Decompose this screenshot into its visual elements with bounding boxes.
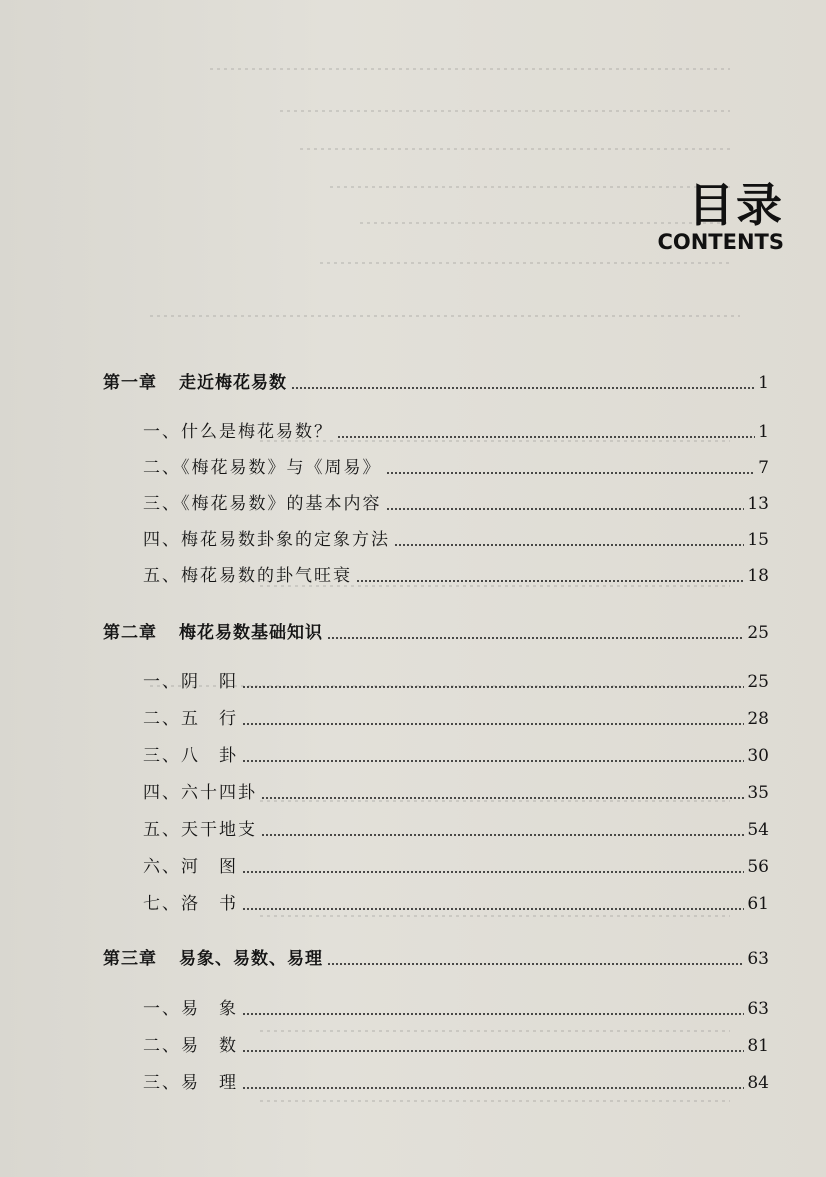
toc-chapter-2[interactable] bbox=[103, 614, 769, 644]
toc-section[interactable] bbox=[143, 811, 769, 841]
section-title: 二、五 行 bbox=[143, 709, 238, 729]
chapter-number: 第三章 bbox=[103, 949, 157, 969]
page-number: 28 bbox=[747, 709, 769, 729]
section-title: 七、洛 书 bbox=[143, 894, 238, 914]
dot-leader bbox=[356, 580, 744, 582]
toc-section[interactable] bbox=[143, 885, 769, 915]
dot-leader bbox=[327, 637, 744, 639]
section-title: 四、梅花易数卦象的定象方法 bbox=[143, 530, 390, 550]
toc-section[interactable] bbox=[143, 774, 769, 804]
toc-section[interactable] bbox=[143, 848, 769, 878]
toc-section[interactable] bbox=[143, 1027, 769, 1057]
section-title: 二、《梅花易数》与《周易》 bbox=[143, 458, 382, 478]
toc-chapter-3[interactable] bbox=[103, 940, 769, 970]
page-number: 1 bbox=[758, 373, 769, 393]
section-title: 三、《梅花易数》的基本内容 bbox=[143, 494, 382, 514]
dot-leader bbox=[242, 723, 744, 725]
page-number: 1 bbox=[758, 422, 769, 442]
dot-leader bbox=[261, 834, 744, 836]
toc-section[interactable] bbox=[143, 521, 769, 551]
page-number: 13 bbox=[747, 494, 769, 514]
section-title: 一、易 象 bbox=[143, 999, 238, 1019]
page-number: 63 bbox=[747, 949, 769, 969]
dot-leader bbox=[261, 797, 744, 799]
page-number: 56 bbox=[747, 857, 769, 877]
dot-leader bbox=[394, 544, 744, 546]
page-number: 15 bbox=[747, 530, 769, 550]
chapter-title: 易象、易数、易理 bbox=[179, 949, 323, 969]
page-number: 61 bbox=[747, 894, 769, 914]
section-title: 五、梅花易数的卦气旺衰 bbox=[143, 566, 352, 586]
toc-section[interactable] bbox=[143, 663, 769, 693]
page-number: 63 bbox=[747, 999, 769, 1019]
page-number: 25 bbox=[747, 623, 769, 643]
dot-leader bbox=[242, 1050, 744, 1052]
page-number: 84 bbox=[747, 1073, 769, 1093]
toc-section[interactable] bbox=[143, 557, 769, 587]
chapter-title: 梅花易数基础知识 bbox=[179, 623, 323, 643]
dot-leader bbox=[291, 387, 755, 389]
chapter-number: 第一章 bbox=[103, 373, 157, 393]
toc-section[interactable] bbox=[143, 990, 769, 1020]
toc-section[interactable] bbox=[143, 700, 769, 730]
toc-section[interactable] bbox=[143, 449, 769, 479]
toc-section[interactable] bbox=[143, 413, 769, 443]
chapter-heading bbox=[103, 622, 323, 644]
toc-section[interactable] bbox=[143, 485, 769, 515]
dot-leader bbox=[242, 871, 744, 873]
title-english: CONTENTS bbox=[657, 230, 784, 254]
chapter-heading bbox=[103, 948, 323, 970]
chapter-title: 走近梅花易数 bbox=[179, 373, 287, 393]
page-number: 81 bbox=[747, 1036, 769, 1056]
section-title: 二、易 数 bbox=[143, 1036, 238, 1056]
toc-chapter-1[interactable] bbox=[103, 364, 769, 394]
page-number: 54 bbox=[747, 820, 769, 840]
dot-leader bbox=[337, 436, 755, 438]
section-title: 三、易 理 bbox=[143, 1073, 238, 1093]
page-number: 35 bbox=[747, 783, 769, 803]
dot-leader bbox=[242, 1013, 744, 1015]
toc-section[interactable] bbox=[143, 1064, 769, 1094]
chapter-heading bbox=[103, 372, 287, 394]
page-number: 7 bbox=[758, 458, 769, 478]
section-title: 五、天干地支 bbox=[143, 820, 257, 840]
dot-leader bbox=[327, 963, 744, 965]
section-title: 三、八 卦 bbox=[143, 746, 238, 766]
page-number: 30 bbox=[747, 746, 769, 766]
chapter-number: 第二章 bbox=[103, 623, 157, 643]
dot-leader bbox=[386, 472, 756, 474]
dot-leader bbox=[242, 1087, 744, 1089]
dot-leader bbox=[242, 686, 744, 688]
dot-leader bbox=[386, 508, 745, 510]
dot-leader bbox=[242, 760, 744, 762]
page-number: 25 bbox=[747, 672, 769, 692]
section-title: 六、河 图 bbox=[143, 857, 238, 877]
section-title: 四、六十四卦 bbox=[143, 783, 257, 803]
toc-section[interactable] bbox=[143, 737, 769, 767]
dot-leader bbox=[242, 908, 744, 910]
section-title: 一、什么是梅花易数？ bbox=[143, 422, 333, 442]
page-number: 18 bbox=[747, 566, 769, 586]
title-chinese: 目录 bbox=[688, 178, 784, 232]
section-title: 一、阴 阳 bbox=[143, 672, 238, 692]
